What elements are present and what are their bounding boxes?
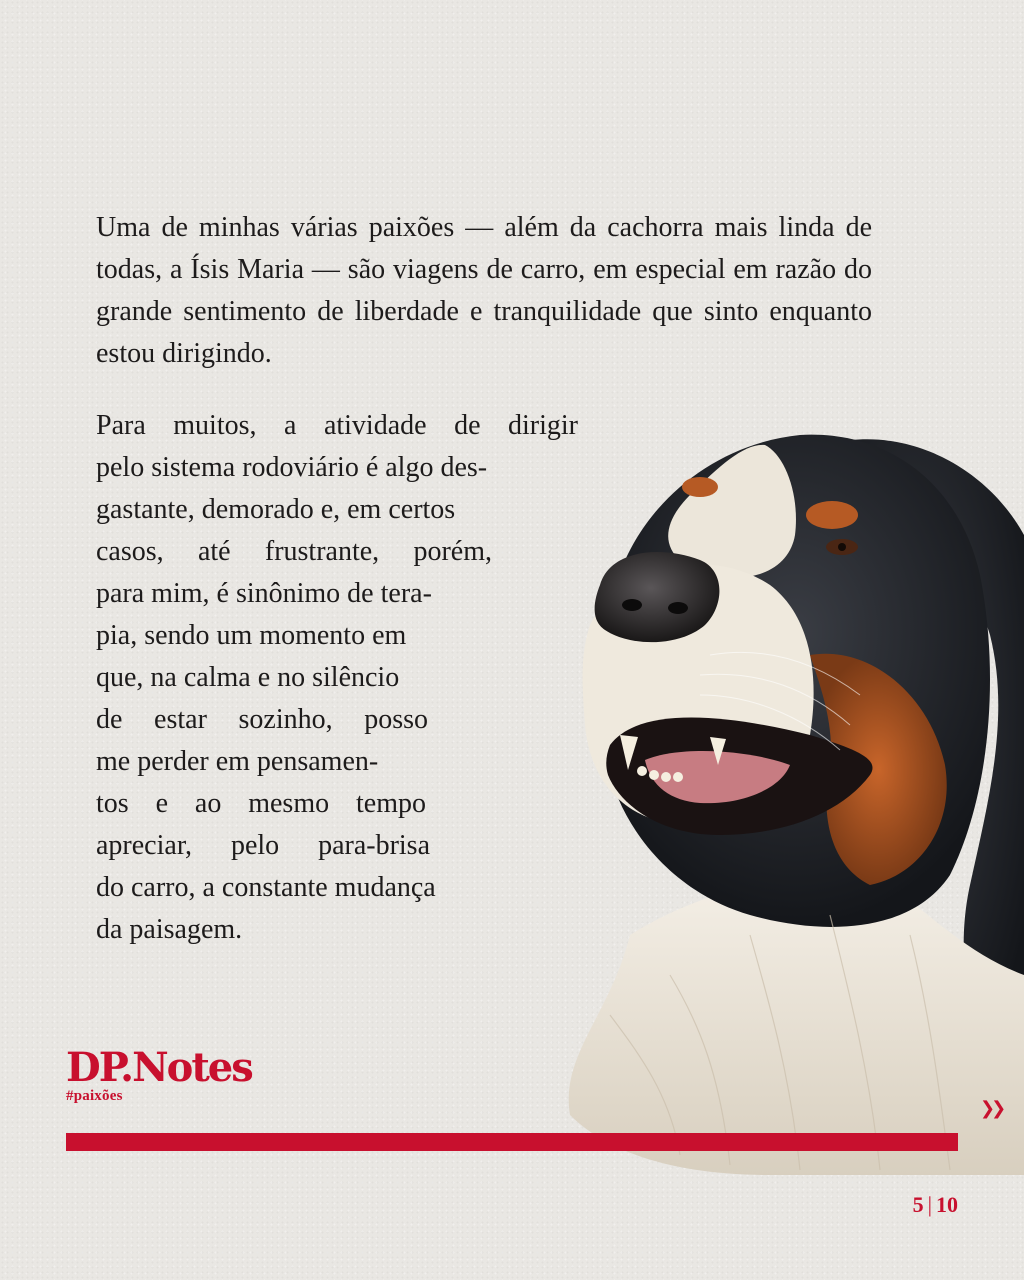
brand-hashtag: #paixões [66, 1088, 123, 1104]
paragraph-line: apreciar, pelo para-brisa [96, 830, 430, 861]
page-counter [913, 1192, 958, 1218]
paragraph-line: Para muitos, a atividade de dirigir [96, 410, 578, 441]
accent-bar [66, 1133, 958, 1151]
page-separator: | [927, 1192, 932, 1217]
paragraph-line: me perder em pensamen- [96, 746, 379, 777]
paragraph-line: que, na calma e no silêncio [96, 662, 400, 693]
paragraph-intro: Uma de minhas várias paixões — além da cachorra mais linda de todas, a Ísis Maria — são viagens de carro, em especial em razão do grande sentimento de liberdade e tranquilidade que sinto enquanto estou dirigindo. [96, 212, 872, 369]
paragraph-driving [96, 405, 578, 951]
paragraph-line: do carro, a constante mudança [96, 872, 436, 903]
paragraph-line: tos e ao mesmo tempo [96, 788, 426, 819]
brand-logo: DP.Notes [66, 1044, 252, 1091]
double-chevron-right-icon[interactable]: ❯❯ [980, 1098, 1003, 1119]
page-total: 10 [936, 1192, 958, 1217]
paragraph-line: da paisagem. [96, 914, 243, 945]
paragraph-line: para mim, é sinônimo de tera- [96, 578, 432, 609]
page-current: 5 [912, 1192, 924, 1217]
brand-block [66, 1042, 252, 1105]
paragraph-line: de estar sozinho, posso [96, 704, 428, 735]
bernese-dog-illustration [550, 415, 1024, 1175]
paragraph-line: gastante, demorado e, em certos [96, 494, 456, 525]
paragraph-line: pelo sistema rodoviário é algo des- [96, 452, 488, 483]
paragraph-line: casos, até frustrante, porém, [96, 536, 492, 567]
paragraph-line: pia, sendo um momento em [96, 620, 407, 651]
